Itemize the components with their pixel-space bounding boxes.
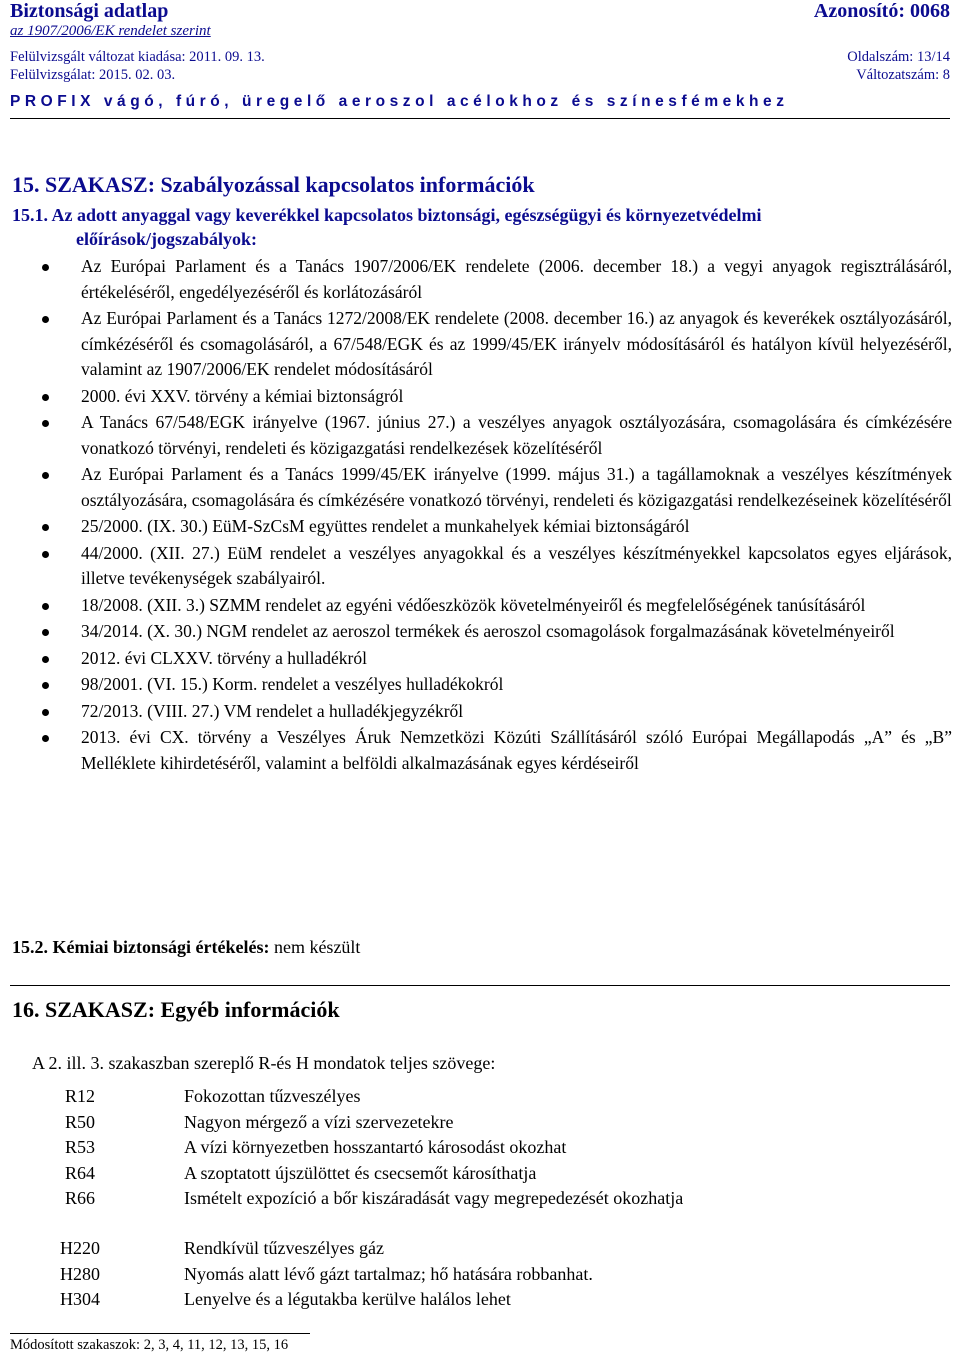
phrase-code: H304 (60, 1289, 100, 1309)
version-number: Változatszám: 8 (856, 67, 950, 83)
phrases-intro: A 2. ill. 3. szakaszban szereplő R-és H mondatok teljes szövege: (32, 1053, 496, 1073)
list-item: 2000. évi XXV. törvény a kémiai biztonságról (0, 384, 960, 410)
header-line-2 (10, 67, 950, 84)
h-phrase-row (0, 1238, 960, 1264)
phrase-text: A szoptatott újszülöttet és csecsemőt károsíthatja (184, 1162, 537, 1183)
list-item: 18/2008. (XII. 3.) SZMM rendelet az egyéni védőeszközök követelményeiről és megfelelőségének tanúsításáról (0, 593, 960, 619)
header-title-row (10, 0, 950, 23)
list-item: 34/2014. (X. 30.) NGM rendelet az aeroszol termékek és aeroszol csomagolások forgalmazásának követelményeiről (0, 619, 960, 645)
phrase-text: Nyomás alatt lévő gázt tartalmaz; hő hatására robbanhat. (184, 1263, 593, 1284)
phrase-code: R50 (64, 1111, 95, 1132)
list-item: 98/2001. (VI. 15.) Korm. rendelet a veszélyes hulladékokról (0, 672, 960, 698)
subsection-15-1-line-1: 15.1. Az adott anyaggal vagy keverékkel kapcsolatos biztonsági, egészségügyi és környezetvédelmi (12, 205, 762, 225)
list-item: 44/2000. (XII. 27.) EüM rendelet a veszélyes anyagokkal és a veszélyes készítményekkel kapcsolatos egyes eljárások, illetve tevékenységek szabályairól. (0, 541, 960, 592)
list-item: A Tanács 67/548/EGK irányelve (1967. június 27.) a veszélyes anyagok osztályozására, csomagolására és címkézésére vonatkozó törvényi, rendeleti és közigazgatási rendelkezések közelítéséről (0, 410, 960, 461)
product-name: PROFIX vágó, fúró, üregelő aeroszol acélokhoz és színesfémekhez (10, 93, 789, 110)
regulation-reference: az 1907/2006/EK rendelet szerint (10, 23, 211, 39)
bullet-icon (42, 682, 49, 689)
regulation-list (0, 254, 960, 777)
r-phrases-list (0, 1086, 960, 1214)
bullet-icon (42, 524, 49, 531)
subsection-15-1-line-2: előírások/jogszabályok: (76, 229, 258, 249)
phrase-code: R64 (64, 1162, 95, 1183)
list-item: Az Európai Parlament és a Tanács 1999/45/EK irányelve (1999. május 31.) a tagállamoknak a veszélyes készítmények osztályozására, csomagolására és címkézésére vonatkozó törvényi, rendeleti és közigazgatási rendelkezéseinek közelítéséről (0, 462, 960, 513)
list-item: 72/2013. (VIII. 27.) VM rendelet a hulladékjegyzékről (0, 699, 960, 725)
h-phrases-list (0, 1238, 960, 1315)
bullet-icon (42, 472, 49, 479)
section-15-title: 15. SZAKASZ: Szabályozással kapcsolatos információk (12, 172, 535, 197)
bullet-icon (42, 264, 49, 271)
h-phrase-row (0, 1264, 960, 1290)
r-phrase-row (0, 1137, 960, 1163)
h-phrase-row (0, 1289, 960, 1315)
subsection-15-1-title (12, 203, 942, 251)
bullet-icon (42, 551, 49, 558)
bullet-icon (42, 420, 49, 427)
r-phrase-row (0, 1188, 960, 1214)
r-phrase-row (0, 1163, 960, 1189)
list-item: 2012. évi CLXXV. törvény a hulladékról (0, 646, 960, 672)
list-item: 25/2000. (IX. 30.) EüM-SzCsM együttes rendelet a munkahelyek kémiai biztonságáról (0, 514, 960, 540)
phrase-code: R66 (64, 1188, 95, 1208)
subsection-15-2-label: 15.2. Kémiai biztonsági értékelés: (12, 937, 270, 957)
phrase-code: R12 (64, 1086, 95, 1106)
bullet-icon (42, 735, 49, 742)
bullet-icon (42, 629, 49, 636)
revised-issue: Felülvizsgált változat kiadása: 2011. 09. 13. (10, 49, 265, 65)
phrase-text: Nagyon mérgező a vízi szervezetekre (184, 1111, 454, 1132)
regulation-row (10, 23, 950, 40)
section-16-title: 16. SZAKASZ: Egyéb információk (12, 997, 340, 1022)
bullet-icon (42, 603, 49, 610)
document-title: Biztonsági adatlap (10, 0, 169, 22)
review-date: Felülvizsgálat: 2015. 02. 03. (10, 67, 176, 83)
phrase-code: H280 (60, 1263, 100, 1284)
bullet-icon (42, 316, 49, 323)
header-divider (10, 118, 950, 119)
bullet-icon (42, 394, 49, 401)
r-phrase-row (0, 1112, 960, 1138)
phrase-code: H220 (60, 1238, 100, 1258)
phrase-text: Rendkívül tűzveszélyes gáz (184, 1238, 384, 1258)
footer-divider (10, 1333, 310, 1334)
section-divider (10, 985, 950, 986)
page-number: Oldalszám: 13/14 (847, 49, 950, 65)
list-item: Az Európai Parlament és a Tanács 1907/2006/EK rendelete (2006. december 18.) a vegyi anyagok regisztrálásáról, értékeléséről, engedélyezéséről és korlátozásáról (0, 254, 960, 305)
modified-sections: Módosított szakaszok: 2, 3, 4, 11, 12, 13, 15, 16 (10, 1337, 289, 1353)
bullet-icon (42, 656, 49, 663)
list-item: Az Európai Parlament és a Tanács 1272/2008/EK rendelete (2008. december 16.) az anyagok és keverékek osztályozásáról, címkézéséről és csomagolásáról, a 67/548/EGK és az 1999/45/EK irányelv módosításáról és hatályon kívül helyezéséről, valamint az 1907/2006/EK rendelet módosításáról (0, 306, 960, 383)
document-id: Azonosító: 0068 (813, 0, 950, 22)
phrase-text: Ismételt expozíció a bőr kiszáradását vagy megrepedezését okozhatja (184, 1188, 684, 1208)
phrase-text: Fokozottan tűzveszélyes (184, 1086, 361, 1106)
phrase-text: A vízi környezetben hosszantartó károsodást okozhat (184, 1137, 567, 1157)
r-phrase-row (0, 1086, 960, 1112)
subsection-15-2 (12, 937, 360, 958)
bullet-icon (42, 709, 49, 716)
phrase-code: R53 (64, 1137, 95, 1157)
subsection-15-2-value: nem készült (273, 937, 361, 957)
phrase-text: Lenyelve és a légutakba kerülve halálos lehet (184, 1289, 511, 1309)
header-line-1 (10, 49, 950, 66)
list-item: 2013. évi CX. törvény a Veszélyes Áruk Nemzetközi Közúti Szállításáról szóló Európai Megállapodás „A” és „B” Melléklete kihirdetéséről, valamint a belföldi alkalmazásának egyes kérdéseiről (0, 725, 960, 776)
